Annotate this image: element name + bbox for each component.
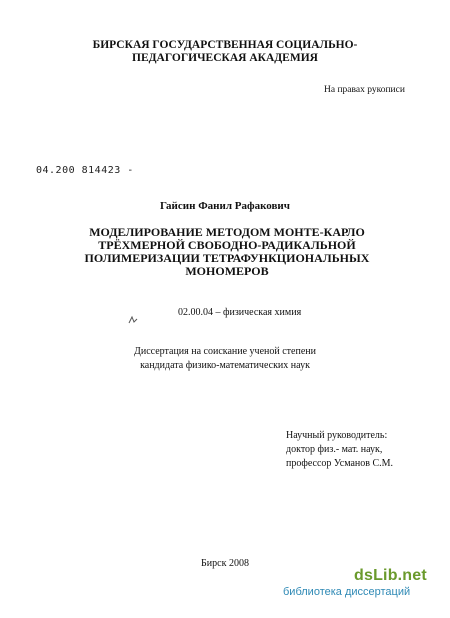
degree-line-1: Диссертация на соискание ученой степени <box>134 346 316 357</box>
title-line-2: ТРЁХМЕРНОЙ СВОБОДНО-РАДИКАЛЬНОЙ <box>98 238 356 252</box>
supervisor-line-2: доктор физ.- мат. наук, <box>286 444 383 455</box>
title-line-1: МОДЕЛИРОВАНИЕ МЕТОДОМ МОНТЕ-КАРЛО <box>89 225 365 239</box>
title-line-4: МОНОМЕРОВ <box>185 264 269 278</box>
institution-name <box>90 39 360 65</box>
watermark-logo: dsLib.net <box>354 567 427 584</box>
author-name: Гайсин Фанил Рафакович <box>160 200 290 212</box>
dissertation-degree <box>0 345 450 373</box>
city-year: Бирск 2008 <box>201 558 249 569</box>
degree-line-2: кандидата физико-математических наук <box>140 360 310 371</box>
title-line-3: ПОЛИМЕРИЗАЦИИ ТЕТРАФУНКЦИОНАЛЬНЫХ <box>84 251 370 265</box>
supervisor-line-3: профессор Усманов С.М. <box>286 458 394 469</box>
scan-mark-icon <box>126 313 140 327</box>
watermark-subtitle: библиотека диссертаций <box>283 586 411 598</box>
institution-line-1: БИРСКАЯ ГОСУДАРСТВЕННАЯ СОЦИАЛЬНО- <box>92 39 358 51</box>
registration-number: 04.200 814423 - <box>36 165 134 176</box>
specialty-code: 02.00.04 – физическая химия <box>178 307 302 318</box>
supervisor-line-1: Научный руководитель: <box>286 430 388 441</box>
institution-line-2: ПЕДАГОГИЧЕСКАЯ АКАДЕМИЯ <box>132 52 318 64</box>
dissertation-title <box>82 226 372 278</box>
rights-note: На правах рукописи <box>324 85 405 95</box>
supervisor-block <box>286 429 393 471</box>
